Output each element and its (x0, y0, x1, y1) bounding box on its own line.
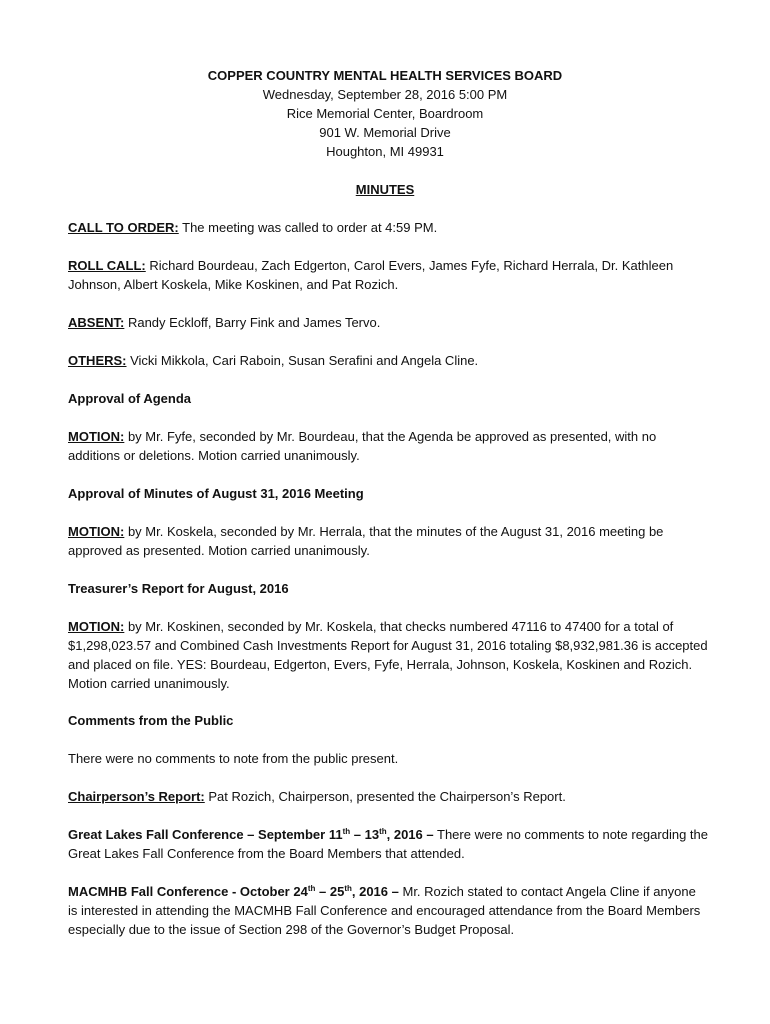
absent-text: Randy Eckloff, Barry Fink and James Tervo. (124, 315, 381, 330)
roll-call-label: ROLL CALL: (68, 258, 146, 273)
macmhb-conference (68, 882, 708, 939)
great-lakes-title-sup: th (342, 827, 351, 836)
others-text: Vicki Mikkola, Cari Raboin, Susan Serafini and Angela Cline. (126, 353, 479, 368)
macmhb-title (68, 884, 399, 899)
great-lakes-title-part: – 13 (350, 827, 380, 842)
others (68, 351, 708, 370)
public-comments-heading: Comments from the Public (68, 713, 234, 728)
others-label: OTHERS: (68, 353, 127, 368)
chairperson-report-label: Chairperson’s Report: (68, 789, 205, 804)
macmhb-title-part: , 2016 – (351, 884, 399, 899)
absent-label: ABSENT: (68, 315, 125, 330)
great-lakes-title-sup: th (379, 827, 387, 836)
call-to-order-label: CALL TO ORDER: (68, 220, 179, 235)
macmhb-title-sup: th (344, 884, 352, 893)
macmhb-title-sup: th (307, 884, 316, 893)
agenda-motion (68, 427, 708, 465)
call-to-order-text: The meeting was called to order at 4:59 PM. (178, 220, 438, 235)
minutes-approval-motion (68, 522, 708, 560)
great-lakes-conference (68, 825, 708, 863)
document-header (0, 66, 770, 161)
minutes-title: MINUTES (355, 182, 415, 197)
roll-call (68, 256, 708, 294)
treasurer-heading: Treasurer’s Report for August, 2016 (68, 581, 289, 596)
venue-city: Houghton, MI 49931 (326, 144, 444, 159)
minutes-approval-motion-label: MOTION: (68, 524, 125, 539)
macmhb-title-part: MACMHB Fall Conference - October 24 (68, 884, 308, 899)
roll-call-text: Richard Bourdeau, Zach Edgerton, Carol Evers, James Fyfe, Richard Herrala, Dr. Kathleen Johnson, Albert Koskela, Mike Koskinen, and Pat Rozich. (68, 258, 674, 292)
agenda-heading: Approval of Agenda (68, 391, 192, 406)
agenda-motion-text: by Mr. Fyfe, seconded by Mr. Bourdeau, that the Agenda be approved as presented, with no additions or deletions. Motion carried unanimously. (68, 429, 657, 463)
treasurer-motion (68, 617, 708, 693)
absent (68, 313, 708, 332)
venue-street: 901 W. Memorial Drive (319, 125, 451, 140)
chairperson-report (68, 787, 708, 806)
public-comments-text: There were no comments to note from the public present. (68, 751, 399, 766)
chairperson-report-text: Pat Rozich, Chairperson, presented the Chairperson’s Report. (204, 789, 566, 804)
call-to-order (68, 218, 708, 237)
agenda-motion-label: MOTION: (68, 429, 125, 444)
minutes-approval-motion-text: by Mr. Koskela, seconded by Mr. Herrala, that the minutes of the August 31, 2016 meeting be approved as presented. Motion carried unanimously. (68, 524, 664, 558)
great-lakes-title-part: , 2016 – (386, 827, 434, 842)
meeting-venue: Rice Memorial Center, Boardroom (286, 106, 484, 121)
meeting-date-time: Wednesday, September 28, 2016 5:00 PM (262, 87, 508, 102)
minutes-approval-heading: Approval of Minutes of August 31, 2016 Meeting (68, 486, 364, 501)
organization-name: COPPER COUNTRY MENTAL HEALTH SERVICES BOARD (207, 68, 563, 83)
great-lakes-title-part: Great Lakes Fall Conference – September 11 (68, 827, 343, 842)
treasurer-motion-label: MOTION: (68, 619, 125, 634)
macmhb-title-part: – 25 (315, 884, 345, 899)
macmhb-text: Mr. Rozich stated to contact Angela Cline if anyone is interested in attending the MACMHB Fall Conference and encouraged attendance from the Board Members especially due to the issue of Section 298 of the Governor’s Budget Proposal. (68, 884, 701, 937)
treasurer-motion-text: by Mr. Koskinen, seconded by Mr. Koskela, that checks numbered 47116 to 47400 for a total of $1,298,023.57 and Combined Cash Investments Report for August 31, 2016 totaling $8,932,981.36 is accepted and placed on file. YES: Bourdeau, Edgerton, Evers, Fyfe, Herrala, Johnson, Koskela, Koskinen and Rozich. Motion carried unanimously. (68, 619, 708, 691)
great-lakes-title (68, 827, 434, 842)
great-lakes-text: There were no comments to note regarding the Great Lakes Fall Conference from the Board Members that attended. (68, 827, 708, 861)
